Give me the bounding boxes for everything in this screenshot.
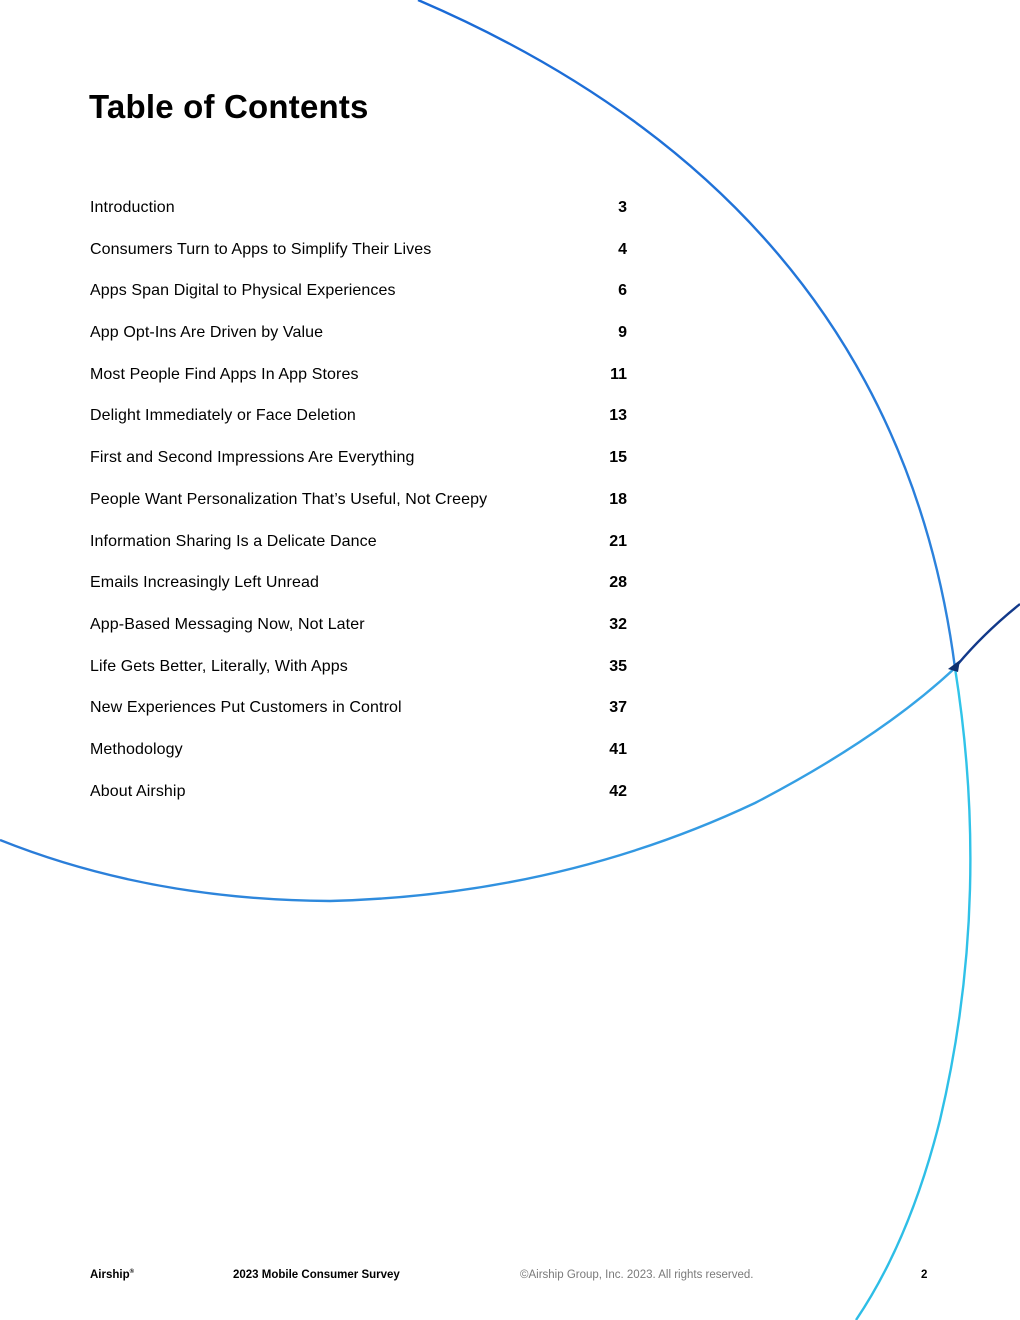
toc-item-page: 11 bbox=[610, 365, 627, 383]
toc-item-page: 6 bbox=[618, 282, 627, 300]
page-footer bbox=[0, 1269, 1020, 1285]
toc-item-page: 28 bbox=[609, 574, 627, 592]
toc-item-app-opt-ins[interactable] bbox=[90, 324, 627, 366]
toc-item-first-and-second-impressions[interactable] bbox=[90, 449, 627, 491]
table-of-contents bbox=[90, 199, 627, 824]
toc-item-information-sharing[interactable] bbox=[90, 533, 627, 575]
brand-name: Airship bbox=[90, 1269, 130, 1281]
toc-item-title: Consumers Turn to Apps to Simplify Their Lives bbox=[90, 240, 432, 258]
toc-item-find-apps-in-app-stores[interactable] bbox=[90, 366, 627, 408]
toc-item-title: Life Gets Better, Literally, With Apps bbox=[90, 657, 348, 675]
toc-item-page: 35 bbox=[609, 657, 627, 675]
toc-item-personalization[interactable] bbox=[90, 491, 627, 533]
toc-item-page: 37 bbox=[609, 699, 627, 717]
toc-item-title: Introduction bbox=[90, 199, 175, 216]
toc-item-new-experiences[interactable] bbox=[90, 699, 627, 741]
toc-item-page: 13 bbox=[609, 407, 627, 425]
footer-report-title: 2023 Mobile Consumer Survey bbox=[233, 1269, 400, 1281]
toc-item-title: First and Second Impressions Are Everything bbox=[90, 449, 415, 467]
toc-item-page: 41 bbox=[609, 740, 627, 758]
toc-item-page: 18 bbox=[609, 490, 627, 508]
toc-item-page: 4 bbox=[618, 240, 627, 258]
right-arc bbox=[856, 668, 970, 1320]
toc-item-delight-or-deletion[interactable] bbox=[90, 407, 627, 449]
toc-item-title: App-Based Messaging Now, Not Later bbox=[90, 615, 365, 633]
toc-item-life-gets-better[interactable] bbox=[90, 658, 627, 700]
toc-item-page: 9 bbox=[618, 324, 627, 342]
toc-item-page: 15 bbox=[609, 449, 627, 467]
toc-item-methodology[interactable] bbox=[90, 741, 627, 783]
toc-item-title: Most People Find Apps In App Stores bbox=[90, 365, 359, 383]
navy-line bbox=[958, 604, 1020, 664]
toc-item-title: Information Sharing Is a Delicate Dance bbox=[90, 532, 377, 550]
registered-mark: ® bbox=[129, 1269, 135, 1275]
toc-item-title: Emails Increasingly Left Unread bbox=[90, 574, 319, 592]
footer-copyright: ©Airship Group, Inc. 2023. All rights reserved. bbox=[520, 1269, 754, 1281]
toc-item-title: Apps Span Digital to Physical Experiences bbox=[90, 282, 396, 300]
toc-item-about-airship[interactable] bbox=[90, 783, 627, 825]
toc-item-title: New Experiences Put Customers in Control bbox=[90, 699, 402, 717]
toc-item-page: 3 bbox=[618, 199, 627, 216]
toc-item-app-based-messaging[interactable] bbox=[90, 616, 627, 658]
toc-item-title: App Opt-Ins Are Driven by Value bbox=[90, 324, 324, 342]
toc-item-title: Delight Immediately or Face Deletion bbox=[90, 407, 356, 425]
toc-item-page: 21 bbox=[609, 532, 627, 550]
page-title: Table of Contents bbox=[89, 88, 369, 125]
toc-item-title: Methodology bbox=[90, 740, 183, 758]
footer-page-number: 2 bbox=[921, 1269, 928, 1281]
toc-item-introduction[interactable] bbox=[90, 199, 627, 241]
footer-brand-logo bbox=[90, 1269, 134, 1281]
toc-item-page: 32 bbox=[609, 615, 627, 633]
toc-item-consumers-turn-to-apps[interactable] bbox=[90, 241, 627, 283]
toc-item-emails-left-unread[interactable] bbox=[90, 574, 627, 616]
toc-item-apps-span-digital[interactable] bbox=[90, 282, 627, 324]
toc-item-title: People Want Personalization That’s Useful, Not Creepy bbox=[90, 490, 488, 508]
toc-item-title: About Airship bbox=[90, 782, 186, 800]
toc-item-page: 42 bbox=[609, 782, 627, 800]
